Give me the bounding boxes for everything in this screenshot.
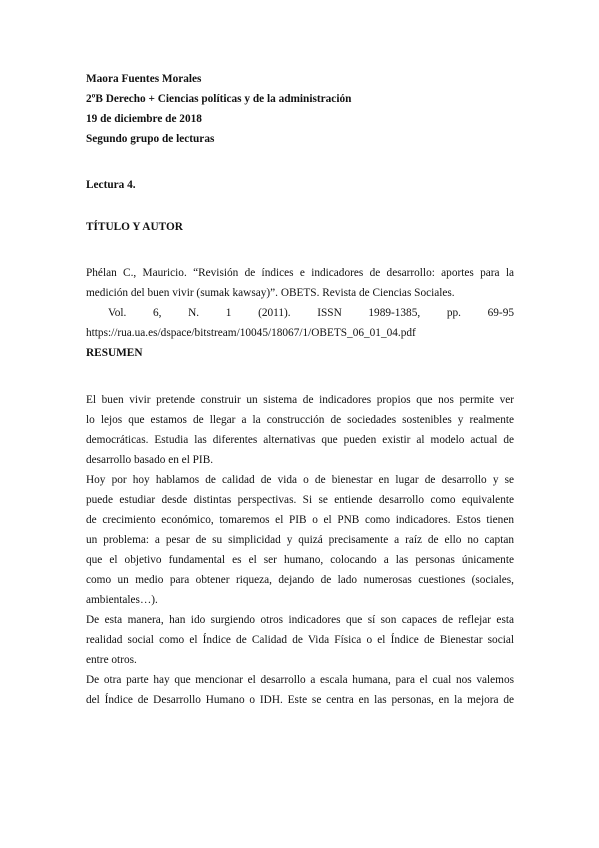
author-name: Maora Fuentes Morales xyxy=(86,73,202,85)
reading-group: Segundo grupo de lecturas xyxy=(86,133,215,145)
summary-line: como un medio para obtener riqueza, dejando de lado numerosas cuestiones (sociales, xyxy=(86,574,514,586)
document-header xyxy=(86,69,526,149)
citation-url[interactable]: https://rua.ua.es/dspace/bitstream/10045/18067/1/OBETS_06_01_04.pdf xyxy=(86,327,416,339)
summary-line: que el objetivo fundamental es el ser humano, colocando a las personas únicamente xyxy=(86,554,514,566)
summary-line: realidad social como el Índice de Calidad de Vida Física o el Índice de Bienestar social xyxy=(86,634,514,646)
summary-line: lo lejos que estamos de llegar a la construcción de sociedades sostenibles y realmente xyxy=(86,414,514,426)
summary-line: ambientales…). xyxy=(86,594,158,606)
citation-line: medición del buen vivir (sumak kawsay)”. OBETS. Revista de Ciencias Sociales. xyxy=(86,287,455,299)
summary-line: del Índice de Desarrollo Humano o IDH. Este se centra en las personas, en la mejora de xyxy=(86,694,514,706)
reading-number: Lectura 4. xyxy=(86,179,136,191)
summary-line: Hoy por hoy hablamos de calidad de vida o de bienestar en lugar de desarrollo y se xyxy=(86,474,514,486)
course-name: 2ºB Derecho + Ciencias políticas y de la administración xyxy=(86,93,352,105)
summary-line: De esta manera, han ido surgiendo otros indicadores que sí son capaces de reflejar esta xyxy=(86,614,514,626)
summary-line: puede estudiar desde distintas perspectivas. Si se entiende desarrollo como equivalente xyxy=(86,494,514,506)
summary-line: democráticas. Estudia las diferentes alternativas que pueden existir al modelo actual de xyxy=(86,434,514,446)
summary-line: entre otros. xyxy=(86,654,137,666)
summary-body xyxy=(86,390,514,710)
citation-block xyxy=(86,263,514,343)
summary-heading: RESUMEN xyxy=(86,347,143,359)
title-author-heading: TÍTULO Y AUTOR xyxy=(86,221,183,233)
summary-line: De otra parte hay que mencionar el desarrollo a escala humana, para el cual nos valemos xyxy=(86,674,514,686)
summary-line: de crecimiento económico, tomaremos el PIB o el PNB como indicadores. Estos tienen xyxy=(86,514,514,526)
summary-line: un problema: a pesar de su simplicidad y quizá precisamente a raíz de ello no captan xyxy=(86,534,514,546)
document-date: 19 de diciembre de 2018 xyxy=(86,113,202,125)
summary-line: El buen vivir pretende construir un sistema de indicadores propios que nos permite ver xyxy=(86,394,514,406)
citation-line: Vol. 6, N. 1 (2011). ISSN 1989-1385, pp. 69-95 xyxy=(108,307,514,319)
citation-line: Phélan C., Mauricio. “Revisión de índices e indicadores de desarrollo: aportes para la xyxy=(86,267,514,279)
summary-line: desarrollo basado en el PIB. xyxy=(86,454,214,466)
